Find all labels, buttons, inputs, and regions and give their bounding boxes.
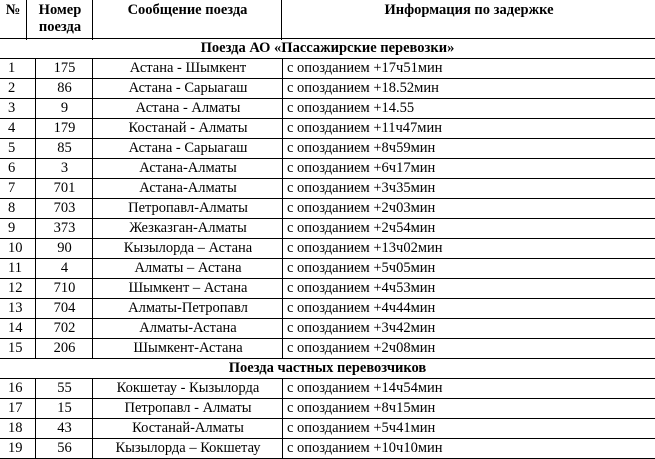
route: Астана - Алматы bbox=[92, 99, 283, 118]
header-train-line2: поезда bbox=[38, 19, 82, 35]
train-number: 9 bbox=[35, 99, 93, 118]
route: Шымкент – Астана bbox=[92, 279, 283, 298]
route: Костанай-Алматы bbox=[92, 419, 283, 438]
table-row bbox=[0, 59, 655, 79]
row-number: 5 bbox=[8, 140, 16, 156]
train-number: 56 bbox=[35, 439, 93, 458]
table-row bbox=[0, 239, 655, 259]
row-number: 12 bbox=[8, 280, 23, 296]
train-number: 85 bbox=[35, 139, 93, 158]
table-row bbox=[0, 179, 655, 199]
route: Петропавл - Алматы bbox=[92, 399, 283, 418]
row-number: 7 bbox=[8, 180, 16, 196]
route: Астана - Сарыагаш bbox=[92, 139, 283, 158]
table-header bbox=[0, 0, 655, 39]
row-number: 9 bbox=[8, 220, 16, 236]
route: Алматы-Петропавл bbox=[92, 299, 283, 318]
row-number: 3 bbox=[8, 100, 16, 116]
header-train-number bbox=[26, 0, 93, 40]
table-row bbox=[0, 299, 655, 319]
row-number: 1 bbox=[8, 60, 16, 76]
delay-info: с опозданием +18.52мин bbox=[282, 79, 655, 98]
row-number: 8 bbox=[8, 200, 16, 216]
header-delay: Информация по задержке bbox=[281, 0, 655, 40]
table-row bbox=[0, 379, 655, 399]
table-row bbox=[0, 79, 655, 99]
delay-info: с опозданием +14.55 bbox=[282, 99, 655, 118]
table-row bbox=[0, 199, 655, 219]
train-number: 4 bbox=[35, 259, 93, 278]
delay-info: с опозданием +5ч05мин bbox=[282, 259, 655, 278]
train-number: 15 bbox=[35, 399, 93, 418]
route: Астана - Сарыагаш bbox=[92, 79, 283, 98]
table-row bbox=[0, 159, 655, 179]
route: Шымкент-Астана bbox=[92, 339, 283, 358]
header-number: № bbox=[5, 2, 21, 18]
table-row bbox=[0, 339, 655, 359]
table-row bbox=[0, 219, 655, 239]
row-number: 4 bbox=[8, 120, 16, 136]
delay-info: с опозданием +13ч02мин bbox=[282, 239, 655, 258]
delay-info: с опозданием +11ч47мин bbox=[282, 119, 655, 138]
section-title: Поезда частных перевозчиков bbox=[0, 359, 655, 379]
delay-info: с опозданием +2ч03мин bbox=[282, 199, 655, 218]
header-train-line1: Номер bbox=[38, 2, 82, 18]
route: Жезказган-Алматы bbox=[92, 219, 283, 238]
route: Астана-Алматы bbox=[92, 179, 283, 198]
route: Алматы – Астана bbox=[92, 259, 283, 278]
table-row bbox=[0, 399, 655, 419]
route: Кызылорда – Астана bbox=[92, 239, 283, 258]
delay-info: с опозданием +10ч10мин bbox=[282, 439, 655, 458]
train-number: 90 bbox=[35, 239, 93, 258]
row-number: 11 bbox=[8, 260, 22, 276]
section-title: Поезда АО «Пассажирские перевозки» bbox=[0, 39, 655, 59]
route: Петропавл-Алматы bbox=[92, 199, 283, 218]
train-number: 43 bbox=[35, 419, 93, 438]
delay-info: с опозданием +8ч59мин bbox=[282, 139, 655, 158]
header-route: Сообщение поезда bbox=[92, 0, 282, 40]
delay-info: с опозданием +3ч42мин bbox=[282, 319, 655, 338]
row-number: 2 bbox=[8, 80, 16, 96]
route: Кокшетау - Кызылорда bbox=[92, 379, 283, 398]
train-number: 206 bbox=[35, 339, 93, 358]
delay-info: с опозданием +6ч17мин bbox=[282, 159, 655, 178]
row-number: 6 bbox=[8, 160, 16, 176]
delay-info: с опозданием +8ч15мин bbox=[282, 399, 655, 418]
route: Алматы-Астана bbox=[92, 319, 283, 338]
route: Астана-Алматы bbox=[92, 159, 283, 178]
table-row bbox=[0, 279, 655, 299]
table-row bbox=[0, 439, 655, 459]
table-row bbox=[0, 99, 655, 119]
train-number: 704 bbox=[35, 299, 93, 318]
row-number: 17 bbox=[8, 400, 23, 416]
table-row bbox=[0, 319, 655, 339]
table-row bbox=[0, 139, 655, 159]
row-number: 19 bbox=[8, 440, 23, 456]
train-number: 373 bbox=[35, 219, 93, 238]
train-number: 3 bbox=[35, 159, 93, 178]
train-number: 179 bbox=[35, 119, 93, 138]
table-body bbox=[0, 39, 655, 459]
delay-info: с опозданием +4ч53мин bbox=[282, 279, 655, 298]
delay-info: с опозданием +17ч51мин bbox=[282, 59, 655, 78]
delay-info: с опозданием +14ч54мин bbox=[282, 379, 655, 398]
row-number: 16 bbox=[8, 380, 23, 396]
train-number: 702 bbox=[35, 319, 93, 338]
delay-info: с опозданием +2ч08мин bbox=[282, 339, 655, 358]
train-number: 701 bbox=[35, 179, 93, 198]
train-number: 703 bbox=[35, 199, 93, 218]
train-number: 710 bbox=[35, 279, 93, 298]
route: Костанай - Алматы bbox=[92, 119, 283, 138]
train-number: 55 bbox=[35, 379, 93, 398]
row-number: 15 bbox=[8, 340, 23, 356]
delay-info: с опозданием +2ч54мин bbox=[282, 219, 655, 238]
table-row bbox=[0, 259, 655, 279]
delay-info: с опозданием +5ч41мин bbox=[282, 419, 655, 438]
row-number: 14 bbox=[8, 320, 23, 336]
delay-info: с опозданием +3ч35мин bbox=[282, 179, 655, 198]
table-row bbox=[0, 419, 655, 439]
row-number: 13 bbox=[8, 300, 23, 316]
route: Астана - Шымкент bbox=[92, 59, 283, 78]
route: Кызылорда – Кокшетау bbox=[92, 439, 283, 458]
row-number: 18 bbox=[8, 420, 23, 436]
train-number: 86 bbox=[35, 79, 93, 98]
row-number: 10 bbox=[8, 240, 23, 256]
train-number: 175 bbox=[35, 59, 93, 78]
delay-info: с опозданием +4ч44мин bbox=[282, 299, 655, 318]
table-row bbox=[0, 119, 655, 139]
